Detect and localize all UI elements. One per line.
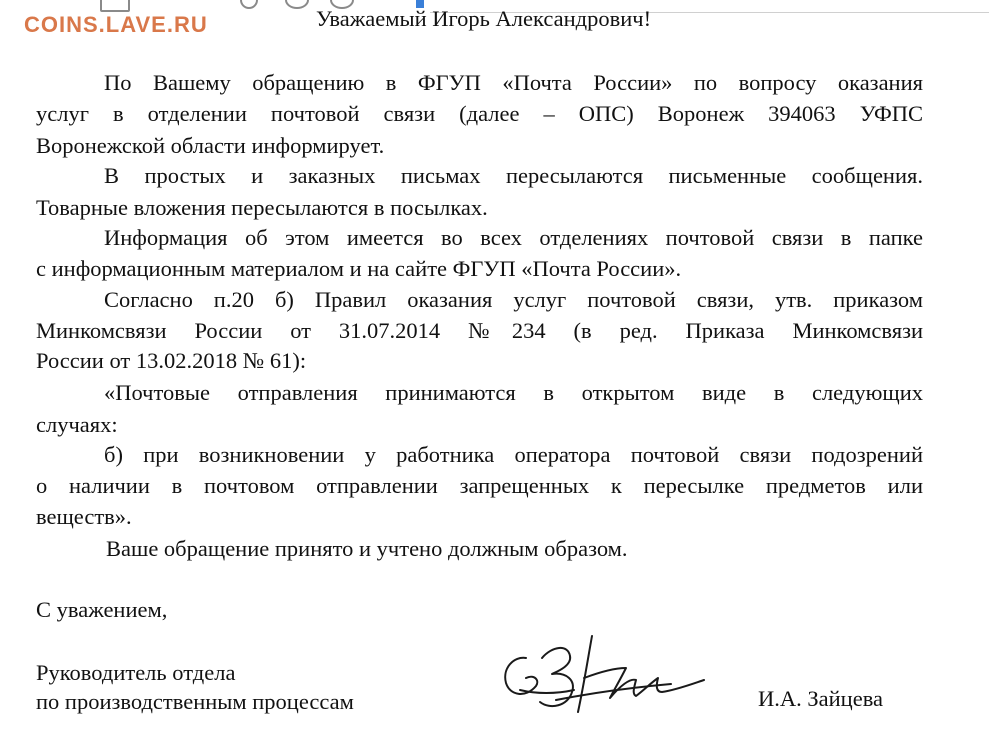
letter-closing: С уважением, — [36, 597, 168, 622]
letter-line: По Вашему обращению в ФГУП «Почта России» по вопросу оказания — [104, 70, 923, 95]
letter-line: Воронежской области информирует. — [36, 133, 385, 158]
letter-line: Ваше обращение принято и учтено должным образом. — [106, 536, 628, 561]
letter-line: б) при возникновении у работника оператора почтовой связи подозрений — [104, 442, 923, 467]
handwritten-signature-icon — [496, 628, 711, 720]
letter-line: о наличии в почтовом отправлении запрещенных к пересылке предметов или — [36, 473, 923, 498]
letter-greeting: Уважаемый Игорь Александрович! — [316, 6, 652, 31]
letter-line: услуг в отделении почтовой связи (далее – ОПС) Воронеж 394063 УФПС — [36, 101, 923, 126]
letter-line: «Почтовые отправления принимаются в открытом виде в следующих — [104, 380, 923, 405]
toolbar-circle-icon[interactable] — [285, 0, 309, 9]
toolbar-circle-icon[interactable] — [240, 0, 258, 9]
signatory-position: Руководитель отдела — [36, 660, 236, 685]
signatory-position: по производственным процессам — [36, 689, 354, 714]
letter-line: веществ». — [36, 504, 132, 529]
site-watermark: COINS.LAVE.RU — [24, 12, 208, 37]
letter-line: Согласно п.20 б) Правил оказания услуг почтовой связи, утв. приказом — [104, 287, 923, 312]
letter-line: Минкомсвязи России от 31.07.2014 №234 (в ред. Приказа Минкомсвязи — [36, 318, 923, 343]
letter-line: В простых и заказных письмах пересылаются письменные сообщения. — [104, 163, 923, 188]
letter-line: Информация об этом имеется во всех отделениях почтовой связи в папке — [104, 225, 923, 250]
toolbar-button-icon[interactable] — [100, 0, 130, 12]
letter-line: Товарные вложения пересылаются в посылках. — [36, 195, 488, 220]
signatory-name: И.А. Зайцева — [758, 686, 884, 711]
letter-line: России от 13.02.2018 № 61): — [36, 348, 307, 373]
letter-line: случаях: — [36, 412, 118, 437]
letter-line: с информационным материалом и на сайте ФГУП «Почта России». — [36, 256, 682, 281]
